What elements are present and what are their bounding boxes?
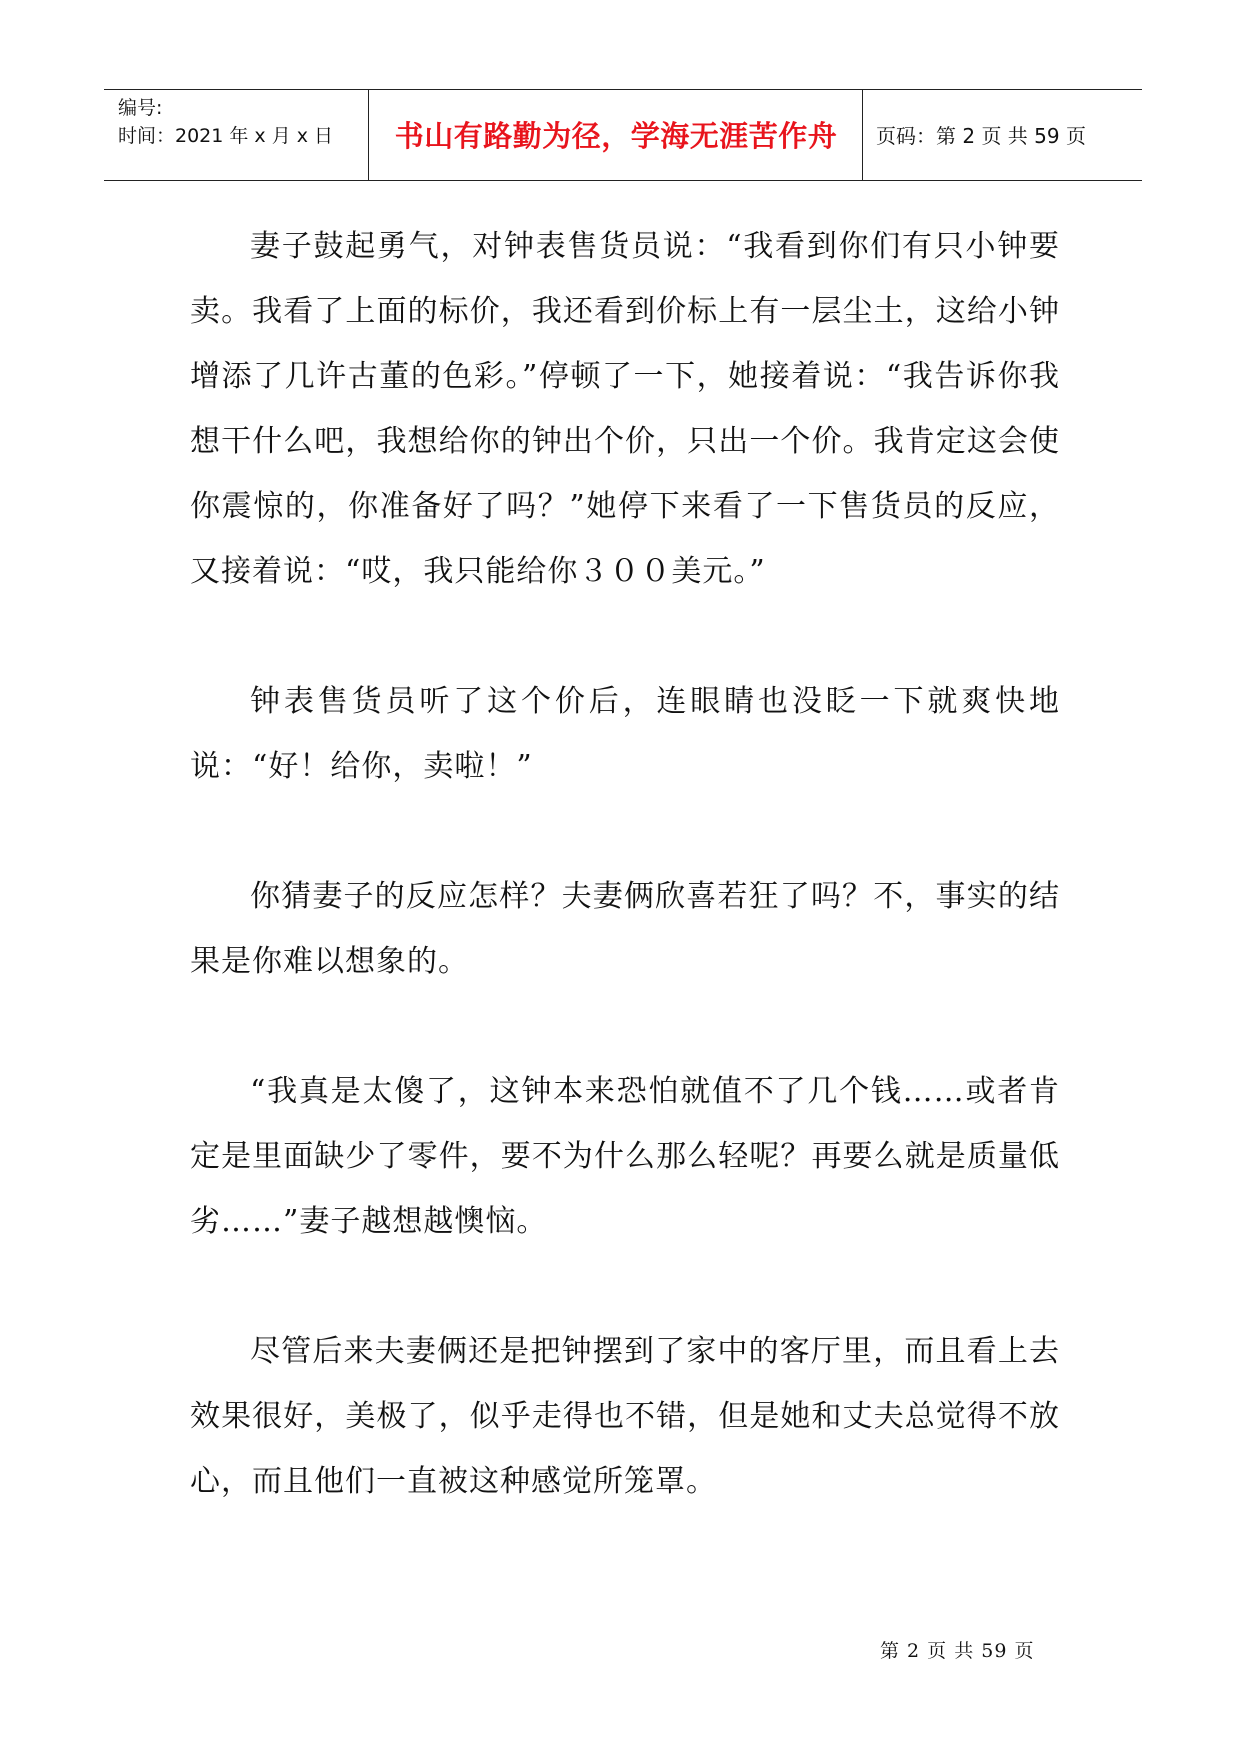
page-header — [104, 89, 1142, 181]
paragraph-5: 尽管后来夫妻俩还是把钟摆到了家中的客厅里，而且看上去效果很好，美极了，似乎走得也不错，但是她和丈夫总觉得不放心，而且他们一直被这种感觉所笼罩。 — [190, 1334, 1060, 1499]
paragraph-1: 妻子鼓起勇气，对钟表售货员说：“我看到你们有只小钟要卖。我看了上面的标价，我还看到价标上有一层尘土，这给小钟增添了几许古董的色彩。”停顿了一下，她接着说：“我告诉你我想干什么吧，我想给你的钟出个价，只出一个价。我肯定这会使你震惊的，你准备好了吗？”她停下来看了一下售货员的反应，又接着说：“哎，我只能给你３００美元。” — [190, 229, 1060, 589]
paragraph-3: 你猜妻子的反应怎样？夫妻俩欣喜若狂了吗？不，事实的结果是你难以想象的。 — [190, 879, 1060, 979]
paragraph-4: “我真是太傻了，这钟本来恐怕就值不了几个钱……或者肯定是里面缺少了零件，要不为什么那么轻呢？再要么就是质量低劣……”妻子越想越懊恼。 — [190, 1074, 1060, 1239]
paragraph-2: 钟表售货员听了这个价后，连眼睛也没眨一下就爽快地说：“好！给你，卖啦！” — [190, 684, 1060, 784]
time-label: 时间：2021 年 x 月 x 日 — [118, 125, 334, 147]
serial-label: 编号: — [118, 97, 163, 119]
header-meta — [118, 94, 333, 150]
header-page-info: 页码：第 2 页 共 59 页 — [876, 124, 1086, 148]
page-footer: 第 2 页 共 59 页 — [880, 1640, 1035, 1662]
document-body — [190, 214, 1060, 1579]
header-divider-right — [862, 90, 863, 180]
header-divider-left — [368, 90, 369, 180]
header-motto: 书山有路勤为径，学海无涯苦作舟 — [394, 119, 838, 153]
